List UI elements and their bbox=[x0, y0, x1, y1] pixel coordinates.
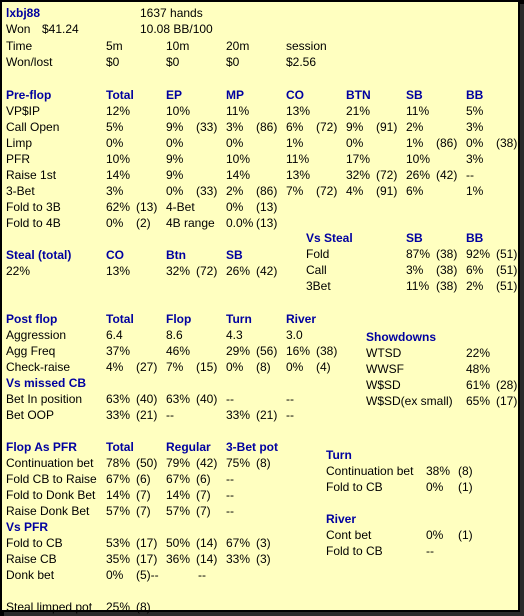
stat-label: Call bbox=[306, 263, 327, 277]
sample-count: (17) bbox=[136, 536, 158, 550]
stat-value: 0% bbox=[426, 480, 444, 494]
stat-value: 92% bbox=[466, 247, 491, 261]
stat-label: VP$IP bbox=[6, 104, 41, 118]
stat-value: 53% bbox=[106, 536, 131, 550]
sample-count: (15) bbox=[196, 360, 218, 374]
sample-count: (17) bbox=[136, 552, 158, 566]
stat-value: -- bbox=[226, 472, 234, 486]
sample-count: (42) bbox=[196, 456, 218, 470]
stat-value: 25% bbox=[106, 600, 131, 614]
wonlost-session: $2.56 bbox=[286, 55, 317, 69]
stat-value: 0% bbox=[466, 136, 484, 150]
stat-value: 26% bbox=[406, 168, 431, 182]
stat-value: 13% bbox=[286, 168, 311, 182]
stat-value: 37% bbox=[106, 344, 131, 358]
stat-label: Raise Donk Bet bbox=[6, 504, 90, 518]
stat-value: 5% bbox=[466, 104, 484, 118]
player-name: lxbj88 bbox=[6, 6, 41, 20]
stat-value: 0% bbox=[426, 528, 444, 542]
stat-value: -- bbox=[226, 392, 234, 406]
stat-value: 61% bbox=[466, 378, 491, 392]
sample-count: (13) bbox=[256, 216, 278, 230]
preflop-col-total: Total bbox=[106, 88, 134, 102]
stat-value: 2% bbox=[226, 184, 244, 198]
stat-value: 0% bbox=[106, 216, 124, 230]
stat-value: 3% bbox=[466, 120, 484, 134]
preflop-col-btn: BTN bbox=[346, 88, 371, 102]
sample-count: (28) bbox=[496, 378, 518, 392]
stat-label: Fold to 3B bbox=[6, 200, 61, 214]
stat-value: 14% bbox=[166, 488, 191, 502]
stat-value: 26% bbox=[226, 264, 251, 278]
sample-count: (3) bbox=[256, 552, 271, 566]
sample-count: (86) bbox=[256, 184, 278, 198]
stat-label: PFR bbox=[6, 152, 30, 166]
sample-count: (51) bbox=[496, 247, 518, 261]
stat-label: Limp bbox=[6, 136, 33, 150]
stat-value: 13% bbox=[106, 264, 131, 278]
wonlost-20m: $0 bbox=[226, 55, 240, 69]
stat-value: 9% bbox=[166, 152, 184, 166]
stat-value: 6.4 bbox=[106, 328, 123, 342]
sample-count: (42) bbox=[256, 264, 278, 278]
won-value: $41.24 bbox=[42, 22, 79, 36]
stat-value: -- bbox=[426, 544, 434, 558]
stat-value: 33% bbox=[106, 408, 131, 422]
postflop-col-turn: Turn bbox=[226, 312, 252, 326]
stat-value: 48% bbox=[466, 362, 491, 376]
wonlost-10m: $0 bbox=[166, 55, 180, 69]
stat-label: Fold to CB bbox=[326, 480, 383, 494]
stat-value: 9% bbox=[166, 168, 184, 182]
stat-label: W$SD bbox=[366, 378, 401, 392]
stat-label: Continuation bet bbox=[6, 456, 94, 470]
stat-label: Agg Freq bbox=[6, 344, 56, 358]
sample-count: (17) bbox=[496, 394, 518, 408]
sample-count: (14) bbox=[196, 552, 218, 566]
stat-label: 3Bet bbox=[306, 279, 331, 293]
stat-label: Bet OOP bbox=[6, 408, 55, 422]
stat-value: 11% bbox=[406, 279, 430, 293]
stat-value: 0% bbox=[166, 184, 184, 198]
stat-value: 62% bbox=[106, 200, 131, 214]
sample-count: (51) bbox=[496, 263, 518, 277]
sample-count: (7) bbox=[136, 504, 151, 518]
stat-label: WTSD bbox=[366, 346, 402, 360]
sample-count: (13) bbox=[256, 200, 278, 214]
stat-value: 29% bbox=[226, 344, 251, 358]
stat-value: 10% bbox=[166, 104, 191, 118]
stat-value: 4% bbox=[346, 184, 364, 198]
sample-count: (7) bbox=[136, 488, 151, 502]
stat-value: 11% bbox=[226, 104, 250, 118]
sample-count: (91) bbox=[376, 184, 398, 198]
sample-count: (72) bbox=[196, 264, 218, 278]
wonlost-5m: $0 bbox=[106, 55, 120, 69]
stat-value: 13% bbox=[286, 104, 311, 118]
time-20m: 20m bbox=[226, 39, 250, 53]
sample-count: (13) bbox=[136, 200, 158, 214]
wonlost-label: Won/lost bbox=[6, 55, 53, 69]
stat-value: 0% bbox=[226, 136, 244, 150]
sample-count: (72) bbox=[316, 184, 338, 198]
sample-count: (38) bbox=[496, 136, 518, 150]
stat-value: 10% bbox=[406, 152, 431, 166]
sample-count: (21) bbox=[256, 408, 278, 422]
stat-value: 10% bbox=[226, 152, 251, 166]
river-title: River bbox=[326, 512, 357, 526]
stat-label: 4B range bbox=[166, 216, 215, 230]
preflop-col-ep: EP bbox=[166, 88, 183, 102]
stat-value: 67% bbox=[166, 472, 191, 486]
sample-count: (3) bbox=[256, 536, 271, 550]
stat-value: 5% bbox=[106, 120, 124, 134]
stat-value: -- bbox=[286, 408, 294, 422]
stat-value: 46% bbox=[166, 344, 191, 358]
stat-value: 14% bbox=[226, 168, 251, 182]
stat-value: 0% bbox=[226, 200, 244, 214]
stat-value: 11% bbox=[286, 152, 310, 166]
postflop-title: Post flop bbox=[6, 312, 58, 326]
stat-value: 38% bbox=[426, 464, 451, 478]
sample-count: (42) bbox=[436, 168, 458, 182]
stat-label: Fold to CB bbox=[326, 544, 383, 558]
preflop-col-mp: MP bbox=[226, 88, 244, 102]
postflop-col-total: Total bbox=[106, 312, 134, 326]
sample-count: (8) bbox=[458, 464, 473, 478]
sample-count: (40) bbox=[196, 392, 218, 406]
stat-value: 33% bbox=[226, 552, 251, 566]
stat-value: 10% bbox=[106, 152, 131, 166]
bb-per-100: 10.08 BB/100 bbox=[140, 22, 213, 36]
stat-value: 12% bbox=[106, 104, 131, 118]
stat-label: Check-raise bbox=[6, 360, 71, 374]
stat-value: 9% bbox=[346, 120, 364, 134]
stat-label: Fold CB to Raise bbox=[6, 472, 97, 486]
stat-value: 11% bbox=[406, 104, 430, 118]
stat-value: 79% bbox=[166, 456, 191, 470]
time-5m: 5m bbox=[106, 39, 123, 53]
stat-value: 50% bbox=[166, 536, 191, 550]
stat-value: 3% bbox=[406, 263, 424, 277]
steal-title: Steal (total) bbox=[6, 248, 72, 262]
stat-value: 4% bbox=[106, 360, 124, 374]
sample-count: (27) bbox=[136, 360, 158, 374]
stat-value: 0.0% bbox=[226, 216, 254, 230]
sample-count: (4) bbox=[316, 360, 331, 374]
sample-count: (2) bbox=[136, 216, 151, 230]
sample-count: (86) bbox=[436, 136, 458, 150]
stat-value: 0% bbox=[286, 360, 304, 374]
sample-count: (5)-- bbox=[136, 568, 159, 582]
stat-value: 0% bbox=[346, 136, 364, 150]
stat-value: 1% bbox=[286, 136, 304, 150]
stat-value: 35% bbox=[106, 552, 131, 566]
sample-count: (38) bbox=[436, 279, 458, 293]
time-session: session bbox=[286, 39, 327, 53]
stat-value: 1% bbox=[466, 184, 484, 198]
stat-value: -- bbox=[286, 392, 294, 406]
stat-value: 14% bbox=[106, 488, 131, 502]
stat-value: 57% bbox=[106, 504, 131, 518]
stat-value: 7% bbox=[166, 360, 184, 374]
sample-count: (86) bbox=[256, 120, 278, 134]
stat-value: 65% bbox=[466, 394, 491, 408]
sample-count: (6) bbox=[136, 472, 151, 486]
sample-count: (33) bbox=[196, 184, 218, 198]
preflop-col-sb: SB bbox=[406, 88, 423, 102]
turn-title: Turn bbox=[326, 448, 352, 462]
steal-col-btn: Btn bbox=[166, 248, 186, 262]
sample-count: (8) bbox=[136, 600, 151, 614]
stat-label: Raise CB bbox=[6, 552, 57, 566]
sample-count: (14) bbox=[196, 536, 218, 550]
stat-value: -- bbox=[166, 408, 174, 422]
preflop-col-co: CO bbox=[286, 88, 304, 102]
stat-value: -- bbox=[226, 488, 234, 502]
stat-label: 3-Bet bbox=[6, 184, 35, 198]
stat-label: Cont bet bbox=[326, 528, 372, 542]
showdowns-title: Showdowns bbox=[366, 330, 436, 344]
stat-value: 75% bbox=[226, 456, 251, 470]
stat-value: 63% bbox=[166, 392, 191, 406]
flop-pfr-col-regular: Regular bbox=[166, 440, 211, 454]
stat-value: 14% bbox=[106, 168, 131, 182]
stat-label: Fold bbox=[306, 247, 330, 261]
stat-value: -- bbox=[226, 504, 234, 518]
hand-count: 1637 hands bbox=[140, 6, 203, 20]
stat-value: -- bbox=[198, 568, 206, 582]
stat-label: Donk bet bbox=[6, 568, 55, 582]
steal-col-sb: SB bbox=[226, 248, 243, 262]
stat-label: Call Open bbox=[6, 120, 60, 134]
stat-value: 2% bbox=[406, 120, 424, 134]
sample-count: (7) bbox=[196, 504, 211, 518]
steal-col-co: CO bbox=[106, 248, 124, 262]
stat-value: 1% bbox=[406, 136, 424, 150]
stat-label: WWSF bbox=[366, 362, 404, 376]
postflop-col-flop: Flop bbox=[166, 312, 192, 326]
sample-count: (91) bbox=[376, 120, 398, 134]
stat-label: Bet In position bbox=[6, 392, 83, 406]
stat-value: 4.3 bbox=[226, 328, 243, 342]
stat-value: 67% bbox=[226, 536, 251, 550]
sample-count: (38) bbox=[436, 247, 458, 261]
missed-cb-title: Vs missed CB bbox=[6, 376, 87, 390]
stat-label: Aggression bbox=[6, 328, 67, 342]
sample-count: (8) bbox=[256, 360, 271, 374]
stat-value: 9% bbox=[166, 120, 184, 134]
stat-label: W$SD(ex small) bbox=[366, 394, 453, 408]
sample-count: (56) bbox=[256, 344, 278, 358]
sample-count: (38) bbox=[436, 263, 458, 277]
stat-value: 0% bbox=[226, 360, 244, 374]
stat-value: 3% bbox=[466, 152, 484, 166]
sample-count: (51) bbox=[496, 279, 518, 293]
time-label: Time bbox=[6, 39, 33, 53]
stat-value: 22% bbox=[6, 264, 31, 278]
sample-count: (1) bbox=[458, 528, 473, 542]
flop-pfr-col-3bet-pot: 3-Bet pot bbox=[226, 440, 278, 454]
preflop-title: Pre-flop bbox=[6, 88, 52, 102]
sample-count: (72) bbox=[376, 168, 398, 182]
flop-pfr-title: Flop As PFR bbox=[6, 440, 77, 454]
stat-value: 22% bbox=[466, 346, 491, 360]
stat-value: 32% bbox=[166, 264, 191, 278]
vs-steal-col-sb: SB bbox=[406, 231, 423, 245]
stat-value: 87% bbox=[406, 247, 431, 261]
sample-count: (72) bbox=[316, 120, 338, 134]
stat-label: Fold to 4B bbox=[6, 216, 61, 230]
sample-count: (8) bbox=[256, 456, 271, 470]
time-10m: 10m bbox=[166, 39, 190, 53]
stat-value: 6% bbox=[286, 120, 304, 134]
stat-value: 63% bbox=[106, 392, 131, 406]
stat-value: 78% bbox=[106, 456, 131, 470]
vs-pfr-title: Vs PFR bbox=[6, 520, 49, 534]
stat-label: Steal limped pot bbox=[6, 600, 93, 614]
sample-count: (50) bbox=[136, 456, 158, 470]
won-label: Won bbox=[6, 22, 31, 36]
stat-value: 3.0 bbox=[286, 328, 303, 342]
stat-value: 8.6 bbox=[166, 328, 183, 342]
stat-value: 33% bbox=[226, 408, 251, 422]
sample-count: (33) bbox=[196, 120, 218, 134]
stat-label: Fold to CB bbox=[6, 536, 63, 550]
stat-value: 36% bbox=[166, 552, 191, 566]
postflop-col-river: River bbox=[286, 312, 317, 326]
sample-count: (6) bbox=[196, 472, 211, 486]
stat-value: 7% bbox=[286, 184, 304, 198]
stat-value: 6% bbox=[406, 184, 424, 198]
sample-count: (38) bbox=[316, 344, 338, 358]
stat-label: 4-Bet bbox=[166, 200, 195, 214]
sample-count: (40) bbox=[136, 392, 158, 406]
stat-value: 6% bbox=[466, 263, 484, 277]
stat-value: 0% bbox=[106, 136, 124, 150]
stat-value: 57% bbox=[166, 504, 191, 518]
stat-value: 67% bbox=[106, 472, 131, 486]
stat-value: -- bbox=[466, 168, 474, 182]
stat-label: Fold to Donk Bet bbox=[6, 488, 96, 502]
stat-value: 32% bbox=[346, 168, 371, 182]
vs-steal-col-bb: BB bbox=[466, 231, 484, 245]
preflop-col-bb: BB bbox=[466, 88, 484, 102]
stat-value: 21% bbox=[346, 104, 371, 118]
stat-value: 3% bbox=[106, 184, 124, 198]
stat-label: Continuation bet bbox=[326, 464, 414, 478]
stat-label: Raise 1st bbox=[6, 168, 57, 182]
sample-count: (21) bbox=[136, 408, 158, 422]
stat-value: 3% bbox=[226, 120, 244, 134]
sample-count: (1) bbox=[458, 480, 473, 494]
stat-value: 0% bbox=[166, 136, 184, 150]
stat-value: 17% bbox=[346, 152, 371, 166]
vs-steal-title: Vs Steal bbox=[306, 231, 353, 245]
stat-value: 16% bbox=[286, 344, 311, 358]
stat-value: 2% bbox=[466, 279, 484, 293]
flop-pfr-col-total: Total bbox=[106, 440, 134, 454]
stat-value: 0% bbox=[106, 568, 124, 582]
sample-count: (7) bbox=[196, 488, 211, 502]
